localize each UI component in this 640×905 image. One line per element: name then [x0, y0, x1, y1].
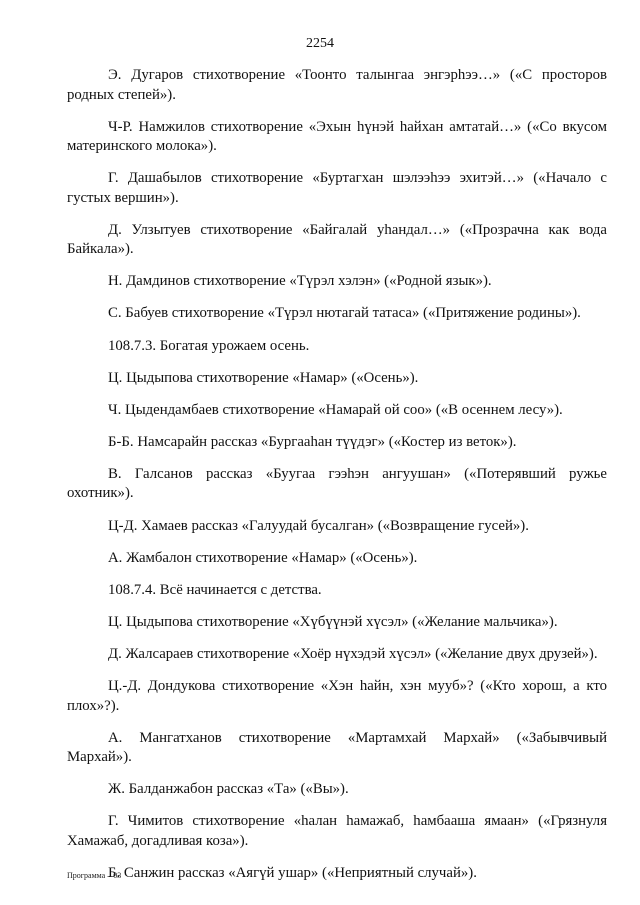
entry: А. Мангатханов стихотворение «Мартамхай Мархай» («Забывчивый Мархай»).	[67, 729, 607, 766]
entry: Ч. Цыдендамбаев стихотворение «Намарай ой соо» («В осеннем лесу»).	[108, 401, 563, 418]
entry: В. Галсанов рассказ «Буугаа гээhэн ангуушан» («Потерявший ружье охотник»).	[67, 465, 607, 502]
entry: С. Бабуев стихотворение «Түрэл нютагай татаса» («Притяжение родины»).	[108, 305, 581, 322]
section-heading: 108.7.3. Богатая урожаем осень.	[108, 337, 310, 354]
entry: Г. Дашабылов стихотворение «Буртагхан шэлээhээ эхитэй…» («Начало с густых вершин»).	[67, 170, 607, 206]
entry: Э. Дугаров стихотворение «Тоонто талынгаа энгэрhээ…» («С просторов родных степей»).	[67, 67, 607, 103]
entry: Д. Улзытуев стихотворение «Байгалай уhандал…» («Прозрачна как вода Байкала»).	[67, 221, 607, 258]
text-body	[67, 66, 607, 896]
entry: Ц-Д. Хамаев рассказ «Галуудай бусалган» («Возвращение гусей»).	[108, 517, 529, 534]
entry: А. Жамбалон стихотворение «Намар» («Осень»).	[108, 549, 418, 566]
entry: Ц. Цыдыпова стихотворение «Намар» («Осень»).	[108, 369, 419, 386]
entry: Д. Жалсараев стихотворение «Хоёр нүхэдэй хүсэл» («Желание двух друзей»).	[108, 645, 598, 662]
entry: Ж. Балданжабон рассказ «Та» («Вы»).	[108, 781, 349, 798]
entry: Ч-Р. Намжилов стихотворение «Эхын hүнэй hайхан амтатай…» («Со вкусом материнского молока»).	[67, 118, 607, 155]
footer-label: Программа – 03	[67, 871, 122, 880]
entry: Ц. Цыдыпова стихотворение «Хүбүүнэй хүсэл» («Желание мальчика»).	[108, 613, 558, 630]
section-heading: 108.7.4. Всё начинается с детства.	[108, 581, 322, 598]
entry: Г. Чимитов стихотворение «hалан hамажаб, hамбааша ямаан» («Грязнуля Хамажаб, догадливая коза»).	[67, 813, 607, 849]
entry: Б. Санжин рассказ «Аягүй ушар» («Неприятный случай»).	[108, 864, 477, 881]
page-number: 2254	[306, 36, 334, 51]
entry: Б-Б. Намсарайн рассказ «Бургааhан түүдэг» («Костер из веток»).	[108, 433, 517, 450]
entry: Н. Дамдинов стихотворение «Түрэл хэлэн» («Родной язык»).	[108, 273, 492, 290]
entry: Ц.-Д. Дондукова стихотворение «Хэн hайн, хэн мууб»? («Кто хорош, а кто плох»?).	[67, 678, 607, 714]
